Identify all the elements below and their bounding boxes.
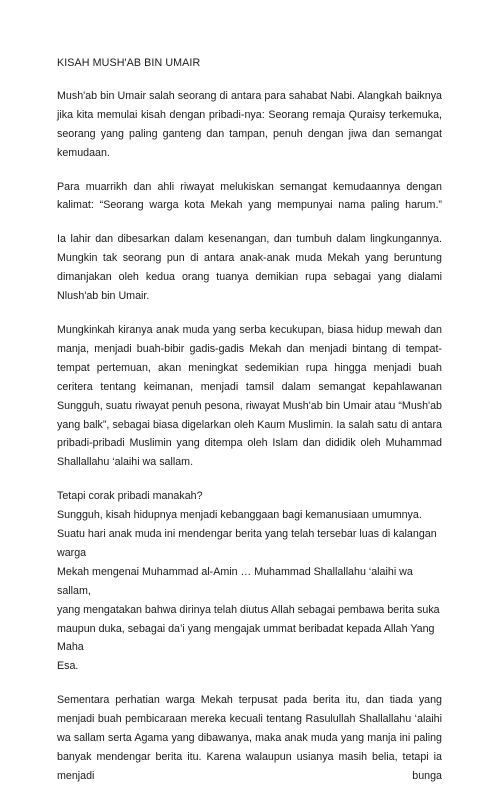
paragraph-2: Para muarrikh dan ahli riwayat melukiskan semangat kemudaannya dengan kalimat: “Seorang warga kota Mekah yang mempunyai nama paling harum.” bbox=[57, 180, 442, 212]
paragraph-5-line-7: Esa. bbox=[57, 660, 79, 673]
paragraph-3: Ia lahir dan dibesarkan dalam kesenangan, dan tumbuh dalam lingkungannya. Mungkin tak seorang pun di antara anak-anak muda Mekah yang beruntung dimanjakan oleh kedua orang tuanya demikian rupa sebagai yang dialami Nlush'ab bin Umair. bbox=[57, 233, 442, 303]
paragraph-5-line-5: yang mengatakan bahwa dirinya telah diutus Allah sebagai pembawa berita suka bbox=[57, 603, 440, 616]
paragraph-5-line-2: Sungguh, kisah hidupnya menjadi kebanggaan bagi kemanusiaan umumnya. bbox=[57, 509, 422, 522]
paragraph-1: Mush'ab bin Umair salah seorang di antara para sahabat Nabi. Alangkah baiknya jika kita memulai kisah dengan pribadi-nya: Seorang remaja Quraisy terkemuka, seorang yang paling ganteng dan tampan, penuh dengan jiwa dan semangat kemudaan. bbox=[57, 89, 442, 159]
paragraph-6: Sementara perhatian warga Mekah terpusat pada berita itu, dan tiada yang menjadi buah pembicaraan mereka kecuali tentang Rasulullah Shallallahu ‘alaihi wa sallam serta Agama yang dibawanya, maka anak muda yang manja ini paling banyak mendengar berita itu. Karena walaupun usianya masih belia, tetapi ia menjadi bunga bbox=[57, 694, 442, 782]
paragraph-5 bbox=[57, 487, 442, 676]
paragraph-5-line-1: Tetapi corak pribadi manakah? bbox=[57, 490, 203, 503]
paragraph-5-line-4: Mekah mengenai Muhammad al-Amin … Muhammad Shallallahu ‘alaihi wa sallam, bbox=[57, 565, 413, 597]
document-body bbox=[57, 54, 442, 801]
paragraph-4: Mungkinkah kiranya anak muda yang serba kecukupan, biasa hidup mewah dan manja, menjadi buah-bibir gadis-gadis Mekah dan menjadi bintang di tempat-tempat pertemuan, akan meningkat sedemikian rupa hingga menjadi buah ceritera tentang keimanan, menjadi tamsil dalam semangat kepahlawanan Sungguh, suatu riwayat penuh pesona, riwayat Mush'ab bin Umair atau “Mush'ab yang balk”, sebagai biasa digelarkan oleh Kaum Muslimin. Ia salah satu di antara pribadi-pribadi Muslimin yang ditempa oleh Islam dan dididik oleh Muhammad Shallallahu ‘alaihi wa sallam. bbox=[57, 323, 442, 469]
paragraph-5-line-3: Suatu hari anak muda ini mendengar berita yang telah tersebar luas di kalangan warga bbox=[57, 528, 437, 559]
document-title: KISAH MUSH'AB BIN UMAIR bbox=[57, 57, 201, 69]
paragraph-5-line-6: maupun duka, sebagai da’i yang mengajak ummat beribadat kepada Allah Yang Maha bbox=[57, 622, 435, 654]
